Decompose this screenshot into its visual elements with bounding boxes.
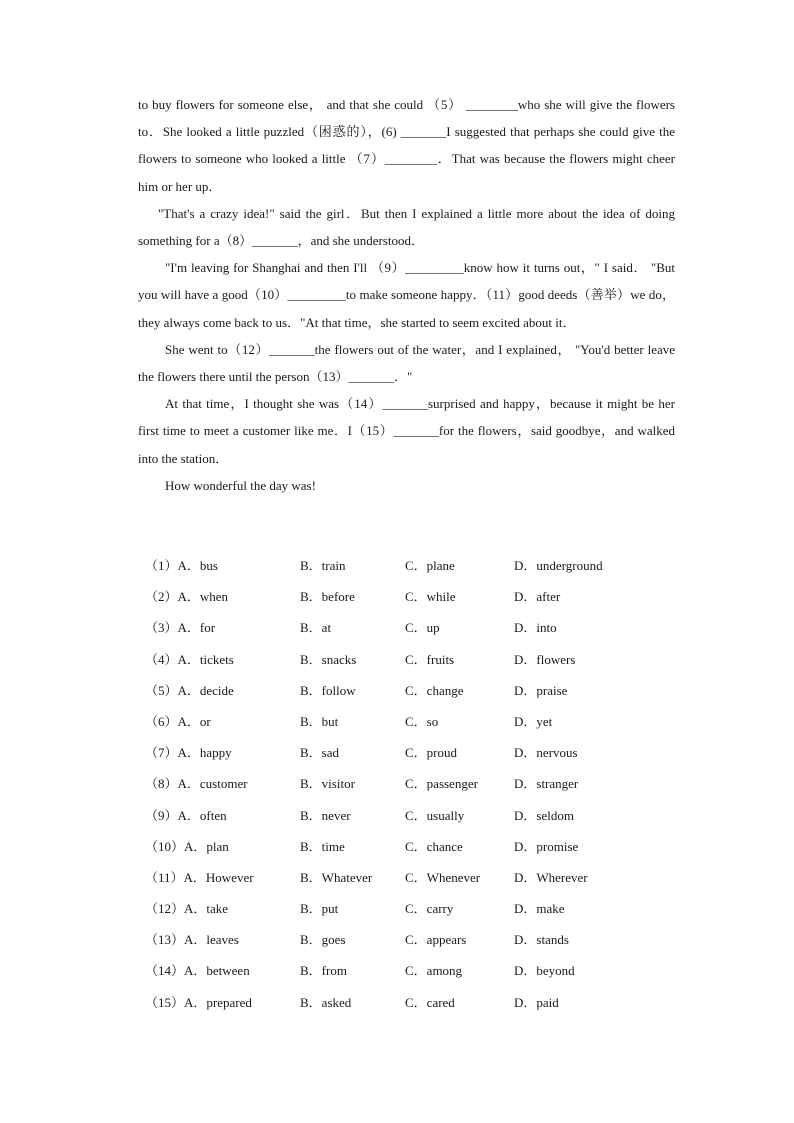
option-b: B．put bbox=[300, 901, 339, 917]
option-row bbox=[145, 928, 665, 959]
option-a: （7）A．happy bbox=[145, 745, 232, 761]
option-a: （15）A．prepared bbox=[145, 994, 252, 1010]
option-c: C．proud bbox=[405, 745, 458, 761]
option-b: B．follow bbox=[300, 682, 356, 698]
paragraph-1: to buy flowers for someone else， and that she could （5） ________who she will give the flowers to．She looked a little puzzled（困惑的），(6) _______I suggested that perhaps she could give the flowers to someone who looked a little （7）________．That was because the flowers might cheer him or her up． bbox=[138, 97, 675, 194]
option-b: B．asked bbox=[300, 994, 352, 1010]
option-row bbox=[145, 959, 665, 990]
option-row bbox=[145, 679, 665, 710]
option-c: C．appears bbox=[405, 932, 467, 948]
option-c: C．among bbox=[405, 963, 463, 979]
option-row bbox=[145, 804, 665, 835]
option-d: D．make bbox=[514, 901, 565, 917]
answer-options bbox=[145, 554, 665, 1022]
paragraph-3: "I'm leaving for Shanghai and then I'll （9）_________know how it turns out，" I said． "But you will have a good（10）_________to make someone happy．（11）good deeds（善举）we do，they always come back to us．"At that time，she started to seem excited about it． bbox=[138, 260, 675, 330]
option-row bbox=[145, 741, 665, 772]
option-d: D．underground bbox=[514, 558, 603, 573]
option-b: B．time bbox=[300, 838, 345, 854]
option-b: B．goes bbox=[300, 932, 346, 948]
option-a: （10）A．plan bbox=[145, 838, 229, 854]
option-row bbox=[145, 897, 665, 928]
option-b: B．train bbox=[300, 558, 346, 573]
option-a: （12）A．take bbox=[145, 901, 229, 917]
paragraph-2: "That's a crazy idea!" said the girl．But then I explained a little more about the idea of doing something for a（8）_______，and she understood． bbox=[138, 205, 675, 249]
paragraph-5: At that time，I thought she was（14）_______surprised and happy，because it might be her first time to meet a customer like me．I（15）_______for the flowers，said goodbye，and walked into the station． bbox=[138, 396, 675, 466]
option-row bbox=[145, 648, 665, 679]
option-d: D．flowers bbox=[514, 651, 576, 667]
option-c: C．passenger bbox=[405, 776, 478, 792]
option-row bbox=[145, 866, 665, 897]
option-b: B．from bbox=[300, 963, 347, 979]
option-d: D．beyond bbox=[514, 963, 575, 979]
option-row bbox=[145, 772, 665, 803]
option-c: C．fruits bbox=[405, 651, 455, 667]
option-a: （1）A．bus bbox=[145, 558, 218, 573]
option-a: （11）A．However bbox=[145, 869, 254, 885]
option-c: C．plane bbox=[405, 558, 455, 573]
option-c: C．usually bbox=[405, 807, 465, 823]
option-d: D．into bbox=[514, 620, 557, 636]
option-d: D．after bbox=[514, 589, 561, 605]
paragraph-6: How wonderful the day was! bbox=[165, 477, 316, 493]
option-row bbox=[145, 710, 665, 741]
option-d: D．stands bbox=[514, 932, 569, 948]
option-row bbox=[145, 991, 665, 1022]
option-c: C．cared bbox=[405, 994, 455, 1010]
option-row bbox=[145, 585, 665, 616]
option-d: D．seldom bbox=[514, 807, 574, 823]
option-c: C．chance bbox=[405, 838, 463, 854]
option-b: B．before bbox=[300, 589, 355, 605]
option-c: C．so bbox=[405, 713, 439, 729]
option-row bbox=[145, 616, 665, 647]
option-a: （9）A．often bbox=[145, 807, 227, 823]
option-a: （2）A．when bbox=[145, 589, 229, 605]
option-d: D．stranger bbox=[514, 776, 579, 792]
option-a: （13）A．leaves bbox=[145, 932, 239, 948]
option-a: （6）A．or bbox=[145, 713, 211, 729]
option-d: D．Wherever bbox=[514, 869, 588, 885]
option-c: C．while bbox=[405, 589, 456, 605]
option-row bbox=[145, 835, 665, 866]
option-b: B．at bbox=[300, 620, 332, 636]
option-b: B．visitor bbox=[300, 776, 355, 792]
option-b: B．Whatever bbox=[300, 869, 373, 885]
option-a: （4）A．tickets bbox=[145, 651, 234, 667]
paragraph-4: She went to（12）_______the flowers out of the water，and I explained， "You'd better leave the flowers there until the person（13）_______．" bbox=[138, 341, 675, 385]
option-a: （8）A．customer bbox=[145, 776, 248, 792]
option-c: C．carry bbox=[405, 901, 454, 917]
option-d: D．promise bbox=[514, 838, 579, 854]
option-d: D．yet bbox=[514, 713, 553, 729]
option-d: D．nervous bbox=[514, 745, 578, 761]
option-row bbox=[145, 554, 665, 585]
option-c: C．change bbox=[405, 682, 464, 698]
option-b: B．sad bbox=[300, 745, 340, 761]
option-b: B．but bbox=[300, 713, 339, 729]
option-b: B．never bbox=[300, 807, 351, 823]
option-a: （14）A．between bbox=[145, 963, 250, 979]
option-c: C．Whenever bbox=[405, 869, 481, 885]
option-d: D．praise bbox=[514, 682, 568, 698]
option-d: D．paid bbox=[514, 994, 559, 1010]
option-a: （3）A．for bbox=[145, 620, 216, 636]
option-c: C．up bbox=[405, 620, 440, 636]
reading-passage bbox=[138, 91, 675, 499]
option-b: B．snacks bbox=[300, 651, 357, 667]
option-a: （5）A．decide bbox=[145, 682, 234, 698]
